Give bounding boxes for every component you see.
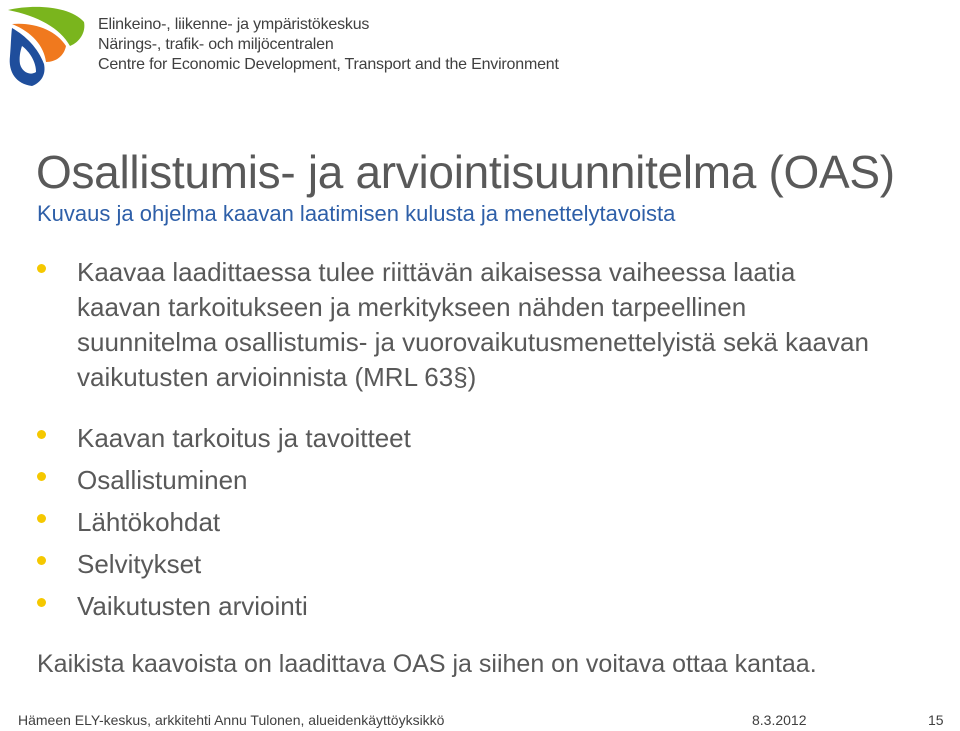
- org-name-finnish: Elinkeino-, liikenne- ja ympäristökeskus: [98, 16, 370, 33]
- bullet-dot-icon: [37, 556, 46, 565]
- bullet-intro-line-4: vaikutusten arvioinnista (MRL 63§): [77, 362, 477, 392]
- bullet-dot-icon: [37, 472, 46, 481]
- footer-date: 8.3.2012: [752, 712, 807, 728]
- bullet-item-text: Vaikutusten arviointi: [77, 591, 308, 621]
- bullet-intro-line-2: kaavan tarkoitukseen ja merkitykseen nähden tarpeellinen: [77, 292, 747, 322]
- slide-title: Osallistumis- ja arviointisuunnitelma (OAS): [36, 146, 895, 198]
- org-name-swedish: Närings-, trafik- och miljöcentralen: [98, 36, 334, 53]
- page-number: 15: [928, 712, 944, 728]
- closing-note: Kaikista kaavoista on laadittava OAS ja siihen on voitava ottaa kantaa.: [37, 650, 817, 678]
- bullet-dot-icon: [37, 598, 46, 607]
- footer-author: Hämeen ELY-keskus, arkkitehti Annu Tulonen, alueidenkäyttöyksikkö: [18, 712, 445, 728]
- bullet-intro-line-3: suunnitelma osallistumis- ja vuorovaikutusmenettelyistä sekä kaavan: [77, 327, 869, 357]
- bullet-dot-icon: [37, 264, 46, 273]
- bullet-intro-line-1: Kaavaa laadittaessa tulee riittävän aikaisessa vaiheessa laatia: [77, 257, 796, 287]
- ely-logo: [4, 2, 86, 88]
- bullet-item-text: Selvitykset: [77, 549, 202, 579]
- bullet-dot-icon: [37, 430, 46, 439]
- bullet-item-text: Osallistuminen: [77, 465, 248, 495]
- org-name-english: Centre for Economic Development, Transport and the Environment: [98, 56, 559, 73]
- bullet-item-text: Kaavan tarkoitus ja tavoitteet: [77, 423, 411, 453]
- organization-name: [98, 15, 559, 75]
- bullet-item-text: Lähtökohdat: [77, 507, 221, 537]
- bullet-dot-icon: [37, 514, 46, 523]
- slide-subtitle: Kuvaus ja ohjelma kaavan laatimisen kulusta ja menettelytavoista: [37, 201, 676, 226]
